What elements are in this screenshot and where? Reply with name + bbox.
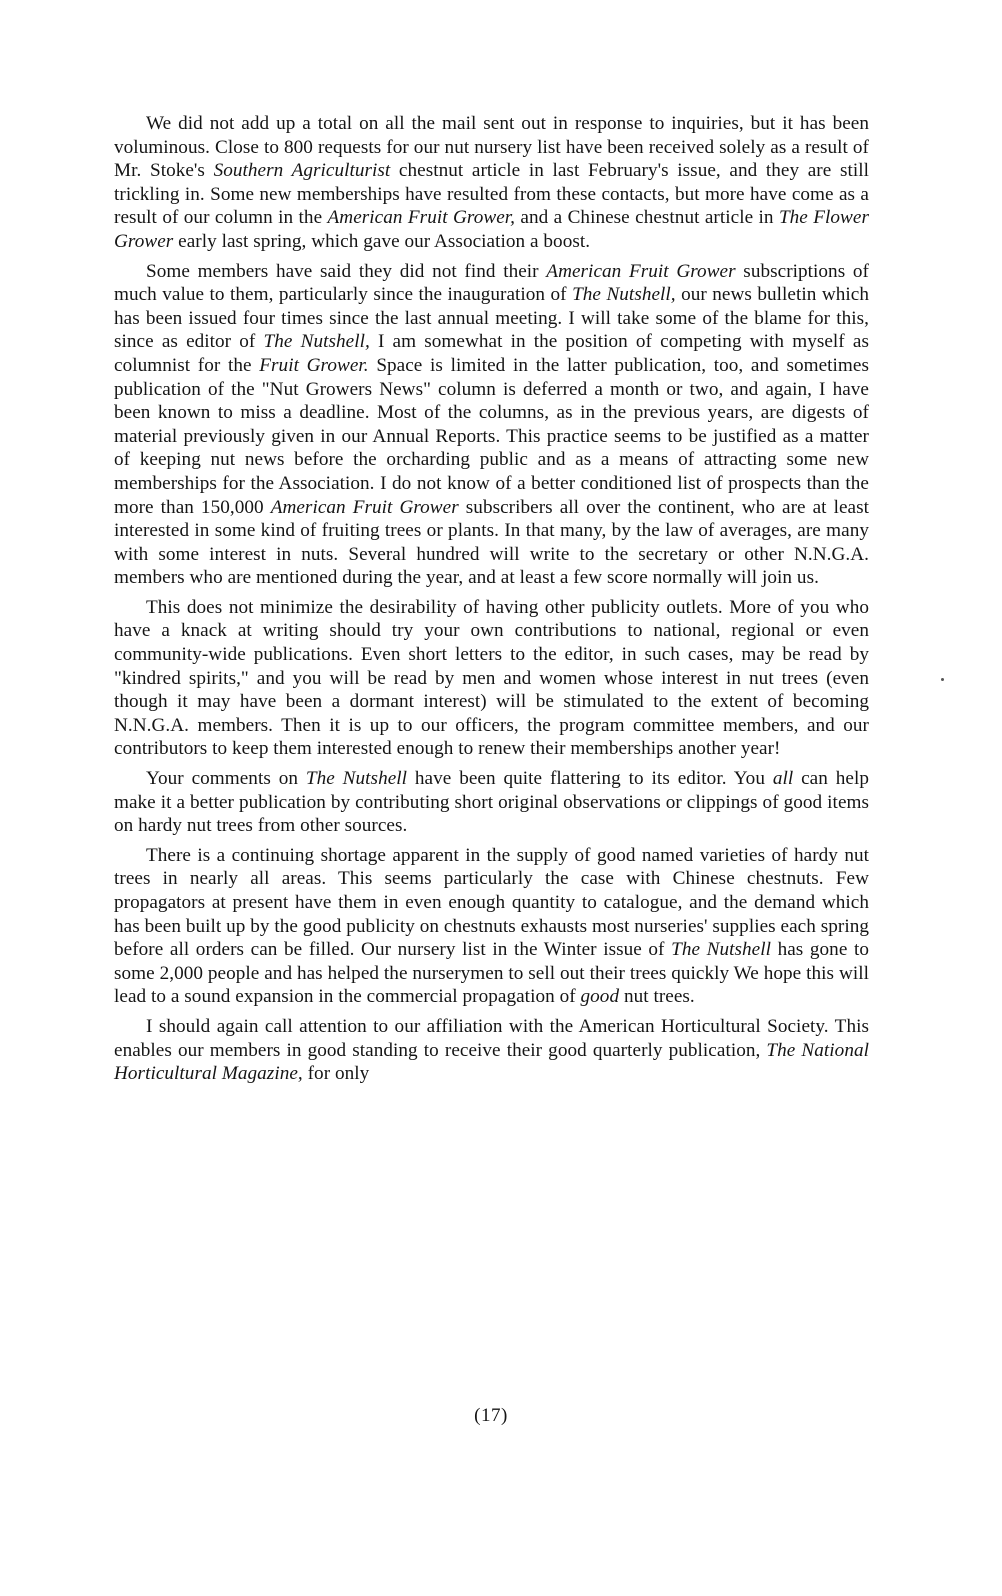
paragraph-nutshell-comments xyxy=(114,767,869,838)
italic-title-text: The Flower Grower xyxy=(114,207,869,252)
italic-title-text: American Fruit Grower xyxy=(270,496,459,518)
body-text: I am somewhat in the position of competing with myself as columnist for the xyxy=(114,331,869,376)
body-text: There is a continuing shortage apparent in the supply of good named varieties of hardy nut trees in nearly all areas. This seems particularly the case with Chinese chestnuts. Few propagators at present have them in even enough quantity to catalogue, and the demand which has been built up by the good publicity on chestnuts exhausts most nurseries' supplies each spring before all orders can be filled. Our nursery list in the Winter issue of xyxy=(114,844,869,961)
italic-title-text: good xyxy=(580,986,620,1008)
italic-title-text: The Nutshell xyxy=(305,768,408,790)
italic-title-text: all xyxy=(772,768,794,790)
paragraph-horticultural-society xyxy=(114,1015,869,1086)
page-number: (17) xyxy=(474,1405,508,1426)
body-text: nut trees. xyxy=(619,986,695,1008)
paragraph-publicity-outlets xyxy=(114,596,869,761)
paragraph-fruit-grower-column xyxy=(114,260,869,590)
paragraph-mail-inquiries xyxy=(114,112,869,254)
italic-title-text: American Fruit Grower xyxy=(546,260,736,282)
italic-title-text: Fruit Grower. xyxy=(259,354,369,376)
italic-title-text: The Nutshell, xyxy=(263,331,370,353)
italic-title-text: The Nutshell xyxy=(671,939,771,961)
body-text: early last spring, which gave our Association a boost. xyxy=(173,230,591,252)
body-text: subscriptions of much value to them, particularly since the inauguration of xyxy=(114,260,869,306)
body-text: and a Chinese chestnut article in xyxy=(515,207,779,229)
paragraph-nut-tree-shortage xyxy=(114,844,869,1009)
body-text: for only xyxy=(302,1063,370,1085)
body-text: can help make it a better publication by contributing short original observations or clippings of good items on hardy nut trees from other sources. xyxy=(114,768,869,837)
italic-title-text: American Fruit Grower, xyxy=(327,207,515,229)
page-body xyxy=(114,112,869,1092)
body-text: our news bulletin which has been issued four times since the last annual meeting. I will take some of the blame for this, since as editor of xyxy=(114,284,869,353)
body-text: This does not minimize the desirability of having other publicity outlets. More of you who have a knack at writing should try your own contributions to national, regional or even community-wide publications. Even short letters to the editor, in such cases, may be read by "kindred spirits," and you will be read by men and women whose interest in nut trees (even though it may have been a dormant interest) will be stimulated to the extent of becoming N.N.G.A. members. Then it is up to our officers, the program committee members, and our contributors to keep them interested enough to renew their memberships another year! xyxy=(114,596,869,760)
italic-title-text: Southern Agriculturist xyxy=(213,160,391,182)
body-text: has gone to some 2,000 people and has helped the nurserymen to sell out their trees quickly We hope this will lead to a sound expansion in the commercial propagation of xyxy=(114,939,870,1008)
body-text: We did not add up a total on all the mail sent out in response to inquiries, but it has been voluminous. Close to 800 requests for our nut nursery list have been received solely as a result of Mr. Stoke's xyxy=(114,113,869,182)
body-text: Space is limited in the latter publication, too, and sometimes publication of the "Nut Growers News" column is deferred a month or two, and again, I have been known to miss a deadline. Most of the columns, as in the previous years, are digests of material previously given in our Annual Reports. This practice seems to be justified as a matter of keeping nut news before the orcharding public and as a means of attracting some new memberships for the Association. I do not know of a better conditioned list of prospects than the more than 150,000 xyxy=(114,354,869,518)
body-text: chestnut article in last February's issue, and they are still trickling in. Some new memberships have resulted from these contacts, but more have come as a result of our column in the xyxy=(114,160,869,229)
body-text: I should again call attention to our affiliation with the American Horticultural Society. This enables our members in good standing to receive their good quarterly publication, xyxy=(114,1015,869,1061)
italic-title-text: The National Horticultural Magazine, xyxy=(114,1039,869,1085)
body-text: Some members have said they did not find their xyxy=(146,260,547,282)
body-text: subscribers all over the continent, who are at least interested in some kind of fruiting trees or plants. In that many, by the law of averages, are many with some interest in nuts. Several hundred will write to the secretary or other N.N.G.A. members who are mentioned during the year, and at least a few score normally will join us. xyxy=(114,496,870,589)
italic-title-text: The Nutshell, xyxy=(572,284,676,306)
scan-speck xyxy=(941,678,944,681)
body-text: have been quite flattering to its editor. You xyxy=(407,768,773,790)
body-text: Your comments on xyxy=(146,768,306,790)
